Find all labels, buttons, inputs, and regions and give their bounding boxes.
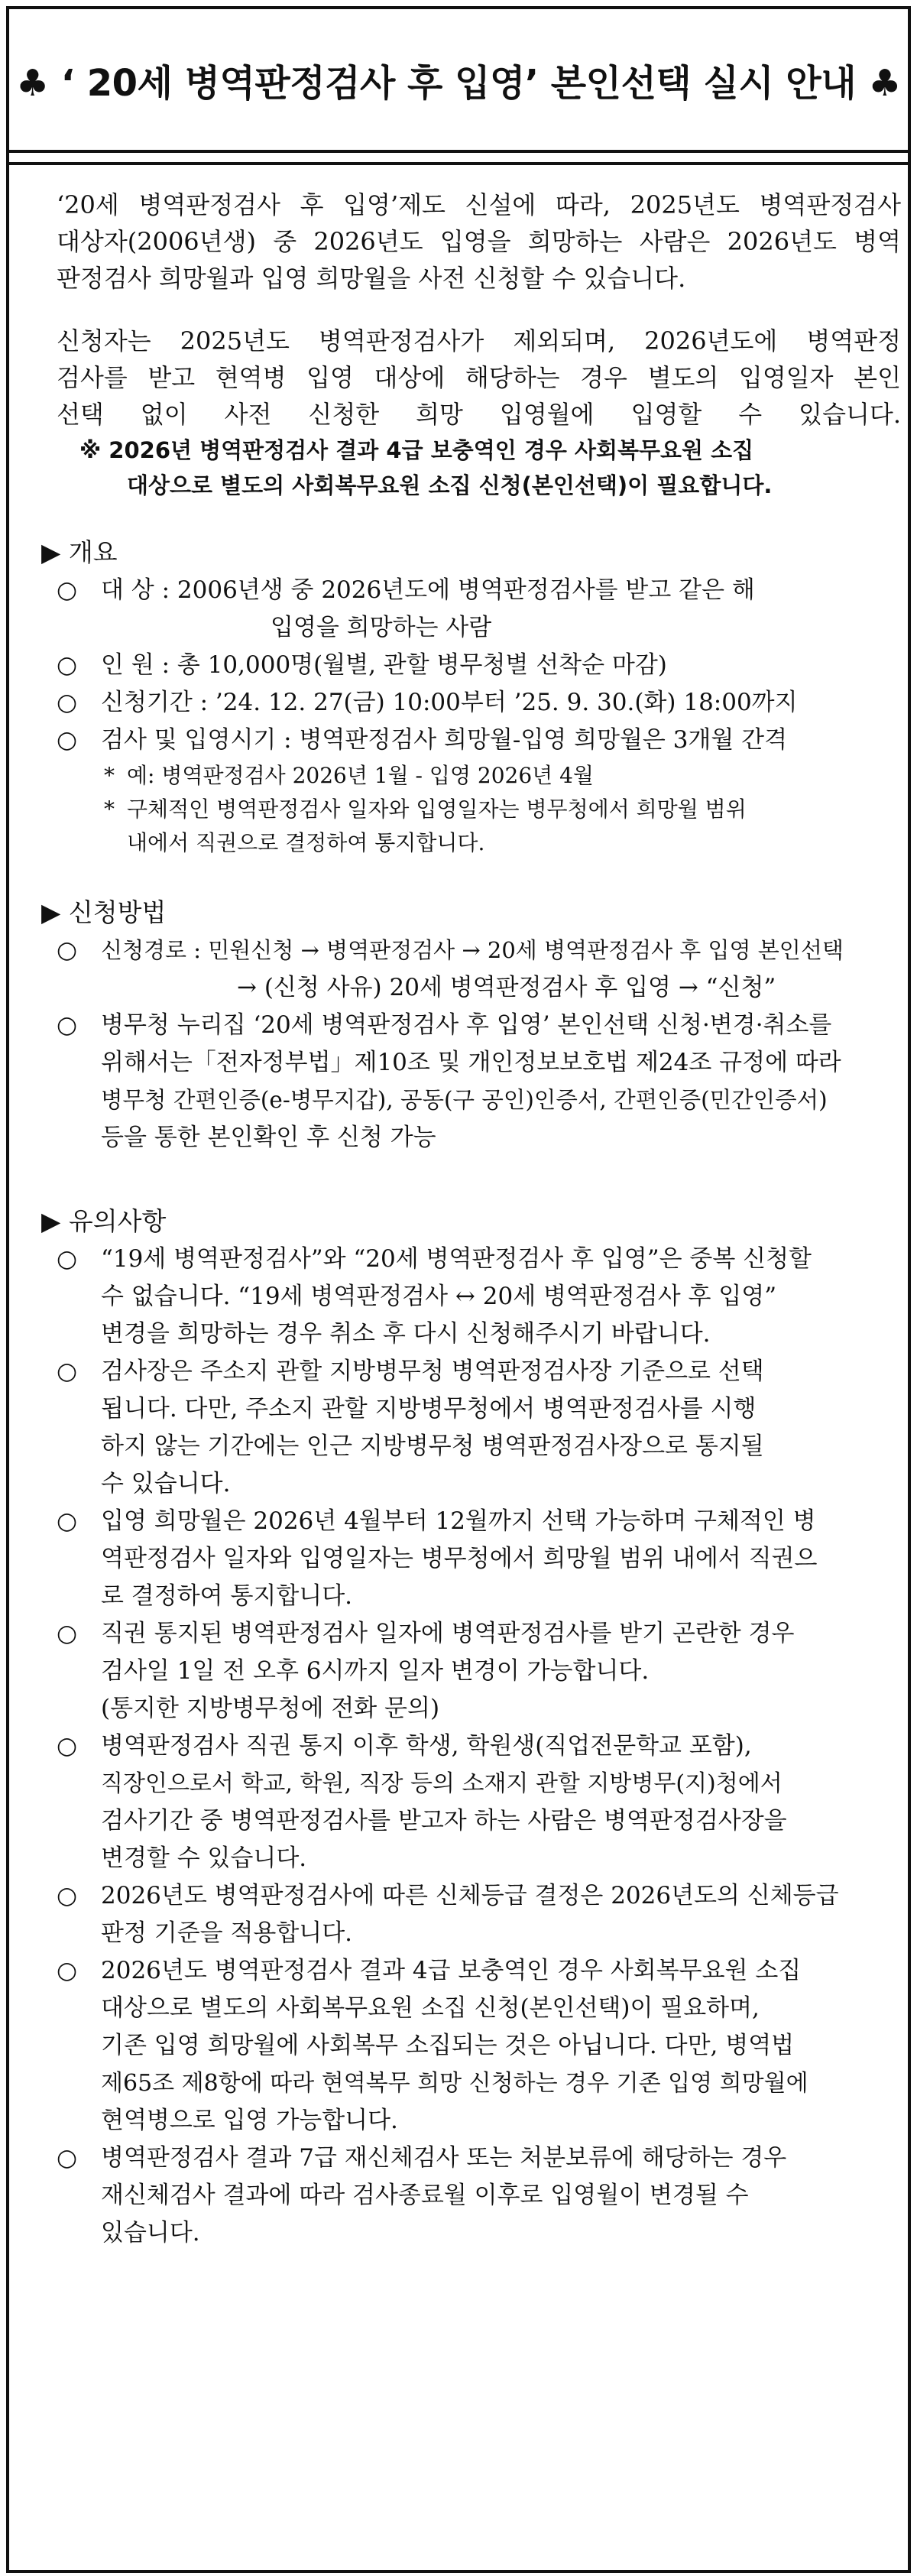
circle-bullet-icon: ○ (57, 1507, 78, 1535)
list-line: 하지 않는 기간에는 인근 지방병무청 병역판정검사장으로 통지될 (101, 1432, 764, 1460)
asterisk-icon: * (104, 796, 115, 822)
list-line: 역판정검사 일자와 입영일자는 병무청에서 희망월 범위 내에서 직권으 (101, 1545, 818, 1572)
list-line: 병무청 간편인증(e-병무지갑), 공동(구 공인)인증서, 간편인증(민간인증서) (101, 1087, 828, 1113)
para2-line: 검사를 받고 현역병 입영 대상에 해당하는 경우 별도의 입영일자 본인 (57, 363, 901, 392)
list-line: “19세 병역판정검사”와 “20세 병역판정검사 후 입영”은 중복 신청할 (101, 1245, 812, 1273)
circle-bullet-icon: ○ (57, 1620, 78, 1647)
note-line: ※ 2026년 병역판정검사 결과 4급 보충역인 경우 사회복무요원 소집 (79, 437, 754, 463)
list-line: 신청경로 : 민원신청 → 병역판정검사 → 20세 병역판정검사 후 입영 본인선택 (101, 937, 844, 963)
list-line: 제65조 제8항에 따라 현역복무 희망 신청하는 경우 기존 입영 희망월에 (101, 2070, 808, 2097)
list-line: 검사 및 입영시기 : 병역판정검사 희망월-입영 희망월은 3개월 간격 (101, 726, 788, 754)
circle-bullet-icon: ○ (57, 1358, 78, 1385)
list-item (57, 2140, 901, 2252)
list-line: 병무청 누리집 ‘20세 병역판정검사 후 입영’ 본인선택 신청·변경·취소를 (101, 1011, 832, 1039)
circle-bullet-icon: ○ (57, 1957, 78, 1984)
content-body (41, 161, 901, 2252)
list-line: 기존 입영 희망월에 사회복무 소집되는 것은 아닙니다. 다만, 병역법 (101, 2032, 795, 2059)
list-item (57, 1877, 901, 1952)
intro-paragraph (57, 187, 901, 297)
list-line: 수 있습니다. (101, 1470, 231, 1497)
list-line: 변경을 희망하는 경우 취소 후 다시 신청해주시기 바랍니다. (101, 1320, 711, 1348)
sub-line: 내에서 직권으로 결정하여 통지합니다. (127, 830, 485, 855)
list-line: 판정 기준을 적용합니다. (101, 1919, 353, 1947)
list-line: 신청기간 : ’24. 12. 27(금) 10:00부터 ’25. 9. 30.(화) 18:00까지 (101, 689, 798, 716)
section-heading-overview: ▶ 개요 (41, 537, 118, 567)
list-item (57, 1952, 901, 2140)
circle-bullet-icon: ○ (57, 1732, 78, 1760)
list-line: 현역병으로 입영 가능합니다. (101, 2107, 398, 2134)
list-line: 병역판정검사 직권 통지 이후 학생, 학원생(직업전문학교 포함), (101, 1732, 752, 1760)
content-box (6, 150, 911, 2573)
notes-list (57, 1241, 901, 2252)
list-line: 있습니다. (101, 2219, 200, 2247)
list-line: 대상으로 별도의 사회복무요원 소집 신청(본인선택)이 필요하며, (101, 1994, 760, 2022)
para2-line: 선택 없이 사전 신청한 희망 입영월에 입영할 수 있습니다. (57, 400, 901, 429)
circle-bullet-icon: ○ (57, 1245, 78, 1273)
intro-line: 판정검사 희망월과 입영 희망월을 사전 신청할 수 있습니다. (57, 264, 686, 293)
section-heading-method: ▶ 신청방법 (41, 897, 167, 927)
list-line: 수 없습니다. “19세 병역판정검사 ↔ 20세 병역판정검사 후 입영” (101, 1283, 777, 1310)
sub-item (57, 793, 901, 860)
list-line: 인 원 : 총 10,000명(월별, 관할 병무청별 선착순 마감) (101, 651, 667, 679)
note-block (79, 433, 901, 503)
list-line: 병역판정검사 결과 7급 재신체검사 또는 처분보류에 해당하는 경우 (101, 2144, 787, 2172)
list-item (57, 1353, 901, 1503)
overview-list (57, 572, 901, 860)
list-line: 입영을 희망하는 사람 (271, 614, 492, 641)
para2-line: 신청자는 2025년도 병역판정검사가 제외되며, 2026년도에 병역판정 (57, 326, 901, 355)
intro-line: ‘20세 병역판정검사 후 입영’제도 신설에 따라, 2025년도 병역판정검사 (57, 190, 901, 219)
list-line: 재신체검사 결과에 따라 검사종료월 이후로 입영월이 변경될 수 (101, 2182, 749, 2209)
circle-bullet-icon: ○ (57, 1882, 78, 1909)
list-line: 대 상 : 2006년생 중 2026년도에 병역판정검사를 받고 같은 해 (101, 576, 755, 604)
list-line: 입영 희망월은 2026년 4월부터 12월까지 선택 가능하며 구체적인 병 (101, 1507, 816, 1535)
list-item (57, 932, 901, 1007)
sub-item (57, 759, 901, 793)
list-line: 직장인으로서 학교, 학원, 직장 등의 소재지 관할 지방병무(지)청에서 (101, 1770, 783, 1797)
page-title: ♣ ‘ 20세 병역판정검사 후 입영’ 본인선택 실시 안내 ♣ (16, 62, 901, 105)
list-item (57, 647, 901, 684)
list-line: 2026년도 병역판정검사 결과 4급 보충역인 경우 사회복무요원 소집 (101, 1957, 802, 1984)
list-line: → (신청 사유) 20세 병역판정검사 후 입영 → “신청” (237, 974, 776, 1001)
circle-bullet-icon: ○ (57, 2144, 78, 2172)
list-line: 2026년도 병역판정검사에 따른 신체등급 결정은 2026년도의 신체등급 (101, 1882, 839, 1909)
list-line: 검사기간 중 병역판정검사를 받고자 하는 사람은 병역판정검사장을 (101, 1807, 787, 1835)
asterisk-icon: * (104, 763, 115, 788)
circle-bullet-icon: ○ (57, 726, 78, 754)
circle-bullet-icon: ○ (57, 689, 78, 716)
list-line: 직권 통지된 병역판정검사 일자에 병역판정검사를 받기 곤란한 경우 (101, 1620, 795, 1647)
list-item (57, 1728, 901, 1877)
second-paragraph (57, 323, 901, 433)
list-item (57, 684, 901, 722)
circle-bullet-icon: ○ (57, 936, 78, 964)
list-item (57, 1007, 901, 1157)
list-line: (통지한 지방병무청에 전화 문의) (101, 1695, 440, 1722)
list-line: 변경할 수 있습니다. (101, 1844, 307, 1872)
note-line: 대상으로 별도의 사회복무요원 소집 신청(본인선택)이 필요합니다. (127, 472, 773, 498)
list-item (57, 722, 901, 759)
list-item (57, 572, 901, 647)
method-list (57, 932, 901, 1157)
circle-bullet-icon: ○ (57, 576, 78, 604)
list-line: 됩니다. 다만, 주소지 관할 지방병무청에서 병역판정검사를 시행 (101, 1395, 757, 1423)
list-item (57, 1503, 901, 1615)
sub-line: 예: 병역판정검사 2026년 1월 - 입영 2026년 4월 (127, 763, 594, 788)
list-item (57, 1615, 901, 1728)
section-heading-notes: ▶ 유의사항 (41, 1206, 167, 1236)
circle-bullet-icon: ○ (57, 651, 78, 679)
sub-line: 구체적인 병역판정검사 일자와 입영일자는 병무청에서 희망월 범위 (127, 796, 747, 822)
list-line: 로 결정하여 통지합니다. (101, 1582, 353, 1610)
title-box (6, 6, 911, 165)
intro-line: 대상자(2006년생) 중 2026년도 입영을 희망하는 사람은 2026년도 병역 (57, 227, 901, 256)
list-line: 검사일 1일 전 오후 6시까지 일자 변경이 가능합니다. (101, 1657, 650, 1685)
list-line: 등을 통한 본인확인 후 신청 가능 (101, 1124, 436, 1151)
list-line: 위해서는「전자정부법」제10조 및 개인정보보호법 제24조 규정에 따라 (101, 1049, 841, 1076)
list-item (57, 1241, 901, 1353)
list-line: 검사장은 주소지 관할 지방병무청 병역판정검사장 기준으로 선택 (101, 1358, 764, 1385)
circle-bullet-icon: ○ (57, 1011, 78, 1039)
